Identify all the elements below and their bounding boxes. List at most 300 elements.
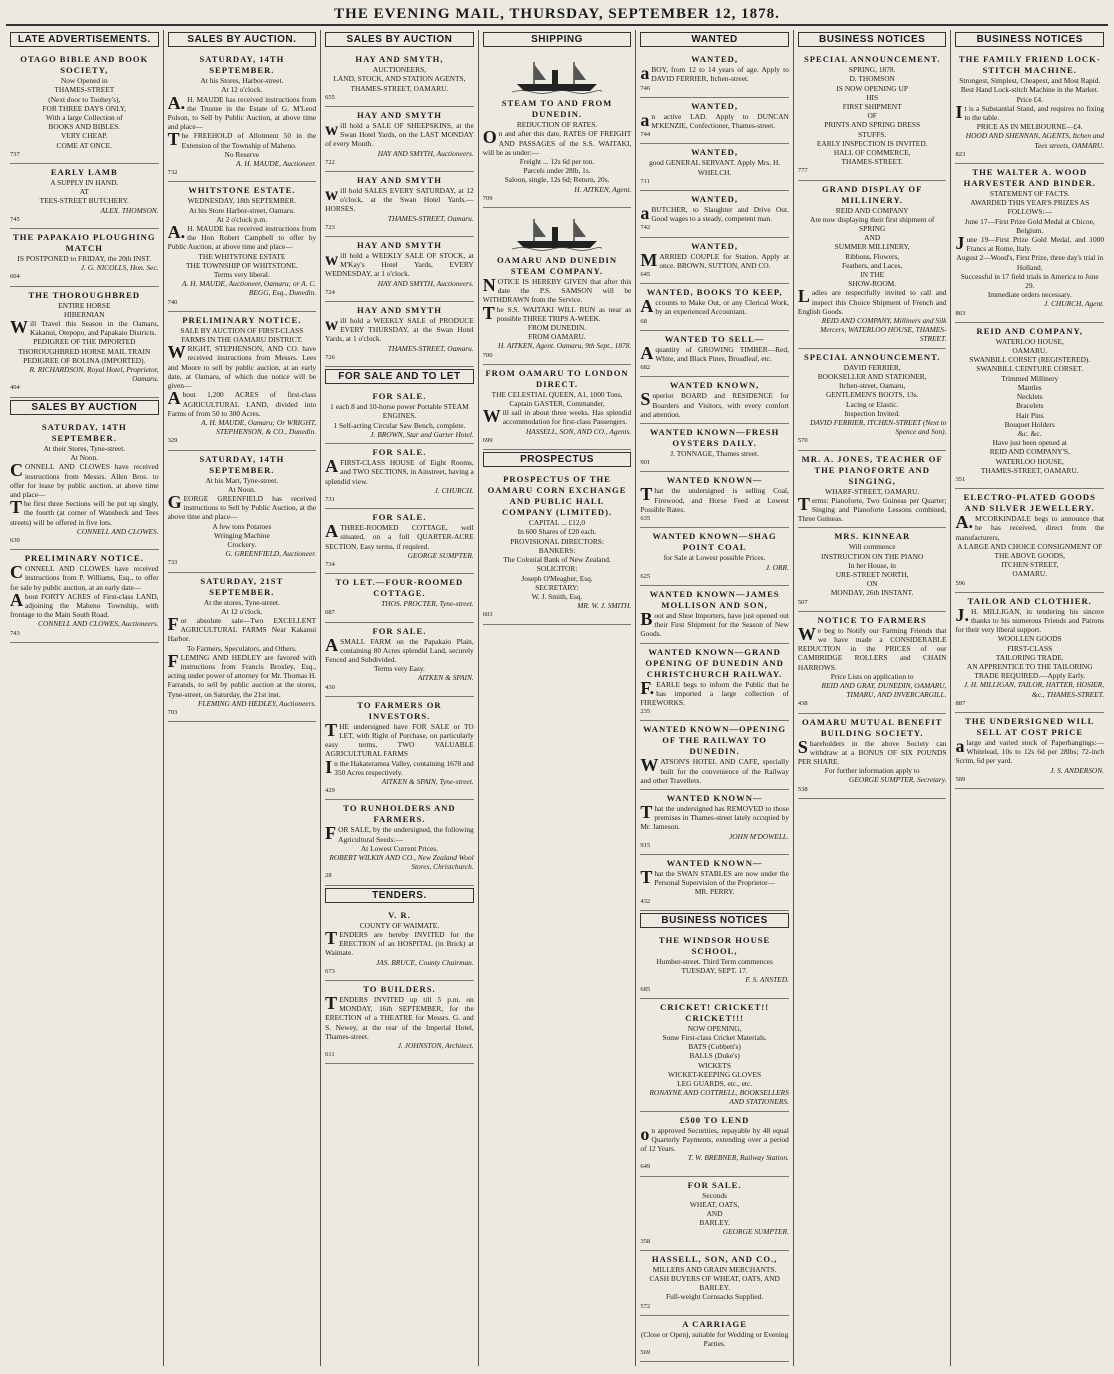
ad-heading: SATURDAY, 14TH SEPTEMBER. — [41, 421, 127, 443]
ad-line: Superior BOARD and RESIDENCE for Boarders and Visitors, with every comfort and attention. — [640, 389, 789, 419]
ad-number: 737 — [10, 150, 20, 158]
ad-line: At their Stores, Tyne-street. — [43, 443, 126, 453]
advertisement — [955, 323, 1104, 489]
advertisement — [640, 331, 789, 378]
ad-number: 604 — [10, 273, 20, 281]
ad-heading: NOTICE TO FARMERS — [817, 614, 927, 625]
advertisement — [168, 51, 317, 182]
ad-line: 1 Self-acting Circular Saw Bench, complete. — [333, 420, 466, 430]
ad-line: FROM DUNEDIN. — [527, 323, 587, 333]
ad-line: Bracelets — [1016, 401, 1044, 411]
ad-line: Wringing Machine — [214, 530, 270, 540]
ad-heading: SPECIAL ANNOUNCEMENT. — [803, 351, 941, 362]
ad-line: Inspection Invited. — [844, 408, 900, 418]
ad-line: THAMES-STREET, OAMARU. — [350, 83, 449, 93]
ad-number: 863 — [955, 309, 966, 317]
ad-number: 235 — [640, 708, 651, 716]
advertisement — [483, 365, 632, 450]
ad-line: Itchen-street, Oamaru, — [839, 381, 906, 391]
ad-heading: PROSPECTUS OF THE OAMARU CORN EXCHANGE AND PUBLIC HALL COMPANY (LIMITED). — [487, 474, 627, 518]
ad-number: 687 — [325, 609, 335, 617]
advertisement — [640, 1251, 789, 1316]
ad-number: 635 — [640, 515, 651, 523]
ad-number: 596 — [955, 579, 966, 587]
ad-number: 404 — [10, 384, 20, 392]
ad-line: will hold a SALE OF SHEEPSKINS, at the Swan Hotel Yards, on the LAST MONDAY of every Month. — [325, 119, 474, 149]
ad-signature: J. JOHNSTON, Architect. — [397, 1041, 474, 1051]
advertisement — [640, 284, 789, 331]
advertisement — [640, 999, 789, 1112]
ad-line: SUMMER MILLINERY, — [834, 242, 910, 252]
ad-number: 685 — [640, 985, 651, 993]
ad-line: FIRST SHIPMENT — [842, 102, 902, 112]
ad-line: OAMARU. — [1012, 569, 1048, 579]
ad-line: WATSON'S HOTEL AND CAFE, specially built for the convenience of the Railway and other Travellers. — [640, 755, 789, 785]
ad-line: WEDNESDAY, 18th SEPTEMBER. — [187, 196, 297, 206]
ad-heading: FOR SALE. — [372, 512, 427, 523]
ad-heading: WANTED KNOWN— — [666, 857, 763, 868]
ad-heading: WANTED, — [691, 54, 739, 65]
ad-heading: MR. A. JONES, TEACHER OF THE PIANOFORTE AND SINGING, — [801, 453, 943, 486]
ad-line: WICKETS — [698, 1060, 732, 1070]
advertisement — [10, 164, 159, 229]
ad-signature: GEORGE SUMPTER. — [722, 1227, 789, 1237]
ad-line: Some First-class Cricket Materials. — [662, 1032, 767, 1042]
ad-number: 731 — [325, 495, 335, 503]
ad-line: URE-STREET NORTH, — [835, 569, 909, 579]
ad-line: TAILORING TRADE. — [995, 652, 1064, 662]
ad-number: 429 — [325, 787, 335, 795]
ad-heading: THE UNDERSIGNED WILL SELL AT COST PRICE — [965, 715, 1095, 737]
ad-heading: GRAND DISPLAY OF MILLINERY. — [822, 183, 923, 205]
ad-number: 438 — [797, 700, 808, 708]
ad-heading: WANTED, — [691, 147, 739, 158]
ad-heading: SATURDAY, 14TH SEPTEMBER. — [199, 453, 285, 475]
ad-signature: A. H. MAUDE, Auctioneer, Oamaru; or A. C. BEGG, Esq., Dunedin. — [181, 279, 317, 298]
ad-number: 709 — [482, 194, 493, 202]
steamship-icon — [512, 58, 602, 94]
ad-line: That the undersigned is selling Coal, Firewood, and Horse Feed at Lowest Possible Rates. — [640, 484, 789, 514]
ad-line: (Close or Open), suitable for Wedding or Evening Parties. — [640, 1329, 789, 1349]
ad-line: BATS (Cobbett's) — [688, 1042, 741, 1052]
ad-line: We beg to Notify our Farming Friends that we have made a CONSIDERABLE REDUCTION in the PRICES of our CAMBRIDGE ROLLERS and CHAIN HARROWS. — [797, 623, 947, 672]
ad-signature: J. CHURCH. — [434, 485, 474, 495]
advertisement — [325, 388, 474, 444]
ad-heading: STEAM TO AND FROM DUNEDIN. — [501, 98, 613, 120]
ad-number: 915 — [640, 841, 651, 849]
ad-number: 722 — [325, 158, 335, 166]
ad-heading: SATURDAY, 14TH SEPTEMBER. — [199, 54, 285, 76]
ad-heading: TAILOR AND CLOTHIER. — [967, 595, 1092, 606]
ad-number: 734 — [325, 560, 335, 568]
advertisement — [10, 419, 159, 550]
ad-number: 682 — [640, 364, 651, 372]
ad-line: TENDERS INVITED up till 5 p.m. on MONDAY, 16th SEPTEMBER, for the ERECTION of a THEATRE for Messrs. G. and S. Newey, at the rear of the Imperial Hotel, Thames-street. — [325, 993, 474, 1041]
section-heading: TENDERS. — [325, 888, 474, 903]
advertisement — [640, 51, 789, 98]
ad-number: 649 — [640, 1163, 651, 1171]
ad-line: Strongest, Simplest, Cheapest, and Most Rapid. — [959, 76, 1101, 86]
ad-heading: HASSELL, SON, AND CO., — [651, 1253, 778, 1264]
ad-heading: THE WALTER A. WOOD HARVESTER AND BINDER. — [963, 167, 1096, 189]
ad-number: 742 — [640, 224, 651, 232]
ad-heading: THE FAMILY FRIEND LOCK-STITCH MACHINE. — [958, 54, 1101, 76]
ad-line: Boot and Shoe Importers, have just opened out their First Shipment for the Season of New Goods. — [640, 608, 789, 639]
ad-signature: ALEX. THOMSON. — [100, 205, 159, 215]
ad-line: will hold a WEEKLY SALE OF STOCK, at M'Kay's Hotel Yards, EVERY WEDNESDAY, at 1 o'clock. — [325, 249, 474, 279]
ad-signature: J. ORR. — [765, 562, 789, 572]
ad-number: 570 — [797, 437, 808, 445]
ad-line: BANKERS: — [538, 545, 576, 555]
ad-heading: FOR SALE. — [372, 391, 427, 402]
ad-number: 887 — [955, 699, 966, 707]
ad-heading: TO BUILDERS. — [363, 984, 436, 995]
ad-heading: HAY AND SMYTH — [356, 110, 442, 121]
ad-line: Have just been opened at — [992, 438, 1067, 448]
section-heading: BUSINESS NOTICES — [955, 32, 1104, 47]
ad-line: SECRETARY: — [535, 582, 579, 592]
advertisement — [10, 287, 159, 398]
advertisement — [798, 349, 947, 451]
ad-line: REID AND COMPANY'S, — [989, 447, 1070, 457]
ad-number: 569 — [640, 1349, 651, 1357]
ad-line: A few tons Potatoes — [212, 521, 272, 531]
ad-line: At his Stores, Harbor-street. — [200, 76, 284, 86]
ad-number: 655 — [325, 93, 335, 101]
ad-heading: WANTED KNOWN—OPENING OF THE RAILWAY TO DUNEDIN. — [643, 724, 787, 757]
ad-line: J.H. MILLIGAN, in tendering his sincere thanks to his numerous Friends and Patrons for their very liberal support. — [955, 604, 1105, 635]
ad-heading: ELECTRO-PLATED GOODS AND SILVER JEWELLERY. — [963, 492, 1096, 514]
advertisement — [640, 472, 789, 528]
ad-line: THAMES-STREET, OAMARU. — [980, 465, 1079, 475]
ad-number: 507 — [797, 598, 808, 606]
masthead-title: THE EVENING MAIL, THURSDAY, SEPTEMBER 12, 1878. — [6, 4, 1108, 26]
ad-line: Terms very Easy. — [373, 664, 425, 674]
advertisement — [325, 509, 474, 574]
ad-number: 746 — [640, 84, 651, 92]
ad-line: Price Lists on application to — [830, 671, 914, 681]
advertisement — [10, 229, 159, 287]
ad-line: The Colonial Bank of New Zealand. — [503, 555, 611, 565]
ad-line: A.M'CORKINDALE begs to announce that he has received, direct from the manufacturers, — [955, 512, 1105, 542]
advertisement — [325, 981, 474, 1064]
ad-line: ATHREE-ROOMED COTTAGE, well situated, on a full QUARTER-ACRE SECTION. Easy terms, if required. — [325, 521, 474, 551]
ad-heading: HAY AND SMYTH — [356, 175, 442, 186]
ad-heading: OAMARU AND DUNEDIN STEAM COMPANY. — [496, 255, 618, 277]
ad-number: 699 — [482, 436, 493, 444]
ad-line: For further information apply to — [824, 766, 920, 776]
ad-line: CASH BUYERS OF WHEAT, OATS, AND BARLEY. — [649, 1274, 780, 1293]
ad-line: At the stores, Tyne-street. — [203, 597, 280, 607]
ad-line: AN APPRENTICE TO THE TAILORING TRADE REQUIRED.—Apply Early. — [966, 661, 1093, 681]
ad-heading: TO FARMERS OR INVESTORS. — [357, 699, 442, 721]
ad-line: PRINTS AND SPRING DRESS — [824, 120, 921, 130]
ad-line: ITCHEN STREET, — [1001, 560, 1059, 570]
ad-number: 744 — [640, 131, 651, 139]
advertisement — [640, 191, 789, 238]
ad-line: ENTIRE HORSE — [58, 300, 111, 310]
ad-line: To Farmers, Speculators, and Others. — [187, 643, 297, 653]
ad-line: (Next door to Toohey's), — [48, 94, 121, 104]
advertisement — [640, 144, 789, 191]
ad-line: Accounts to Make Out, or any Clerical Work, by an experienced Accountant. — [640, 296, 789, 317]
advertisement — [955, 51, 1104, 164]
ad-heading: A CARRIAGE — [682, 1318, 747, 1329]
ad-line: A SUPPLY IN HAND. — [50, 178, 119, 188]
advertisement — [325, 697, 474, 801]
ad-number: 700 — [482, 351, 493, 359]
advertisement — [798, 451, 947, 529]
ad-line: No Reserve — [224, 149, 260, 159]
ad-line: &c. &c. — [1017, 428, 1042, 438]
ad-signature: DAVID FERRIER, ITCHEN-STREET (Next to Spence and Son). — [810, 417, 947, 437]
advertisement — [483, 51, 632, 208]
ad-line: Lacing or Elastic. — [846, 399, 899, 409]
ad-line: WHARF-STREET, OAMARU. — [825, 486, 920, 496]
ad-line: PEDIGREE OF THE IMPORTED THOROUGHBRED HORSE MAIL TRAIN — [18, 337, 151, 356]
ad-number: 673 — [325, 967, 335, 975]
advertisement — [325, 107, 474, 172]
ad-heading: HAY AND SMYTH — [356, 305, 442, 316]
ad-heading: OTAGO BIBLE AND BOOK SOCIETY, — [20, 54, 149, 76]
column-wanted — [636, 30, 794, 1366]
ad-number: 823 — [955, 150, 966, 158]
ad-line: MONDAY, 26th INSTANT. — [830, 588, 914, 598]
advertisement — [640, 721, 789, 790]
ad-heading: WANTED KNOWN, — [669, 380, 760, 391]
advertisement — [483, 208, 632, 365]
section-heading: WANTED — [640, 32, 789, 47]
advertisement — [10, 550, 159, 643]
ad-number: 603 — [482, 611, 493, 619]
advertisement — [640, 238, 789, 285]
ad-line: BALLS (Duke's) — [689, 1051, 740, 1061]
advertisement — [325, 51, 474, 107]
advertisement — [325, 172, 474, 237]
ad-number: 630 — [10, 536, 20, 544]
ad-number: 733 — [167, 559, 178, 567]
ad-line: Best Hand Lock-stitch Machine in the Market. — [960, 85, 1099, 95]
ad-signature: J. BROWN, Star and Garter Hotel. — [370, 429, 474, 439]
ad-line: IS POSTPONED to FRIDAY, the 20th INST. — [17, 254, 152, 264]
ad-signature: R. RICHARDSON, Royal Hotel, Proprietor, Oamaru. — [29, 365, 159, 384]
ad-line: A LARGE AND CHOICE CONSIGNMENT OF THE ABOVE GOODS, — [957, 541, 1103, 560]
ad-line: FIRST-CLASS — [1007, 643, 1053, 653]
ad-line: OAMARU. — [1012, 346, 1048, 356]
ad-line: on approved Securities, repayable by 48 equal Quarterly Payments, extending over a period of 12 Years. — [640, 1123, 789, 1154]
ad-signature: ROBERT WILKIN AND CO., New Zealand Wool Stores, Christchurch. — [329, 852, 474, 872]
ad-line: NOW OPENING, — [687, 1023, 742, 1033]
ad-number: 777 — [797, 167, 808, 175]
ad-line: PRICE AS IN MELBOURNE—£4. — [976, 122, 1083, 132]
ad-line: At his Store Harbor-street, Oamaru. — [188, 205, 295, 215]
ad-signature: JAS. BRUCE, County Chairman. — [376, 957, 474, 967]
column-sales-by-auction-2 — [321, 30, 479, 1366]
ad-signature: THAMES-STREET, Oamaru. — [387, 213, 474, 223]
ad-line: ASMALL FARM on the Papakaio Plain, containing 80 Acres splendid Land, securely Fenced and Subdivided. — [325, 634, 474, 664]
ad-heading: PRELIMINARY NOTICE. — [24, 553, 144, 564]
ad-line: Immediate orders necessary. — [987, 290, 1072, 300]
ad-line: WICKET-KEEPING GLOVES — [668, 1069, 762, 1079]
ad-line: J. TONNAGE, Thames street. — [670, 449, 759, 459]
advertisement — [168, 573, 317, 723]
section-heading: BUSINESS NOTICES — [640, 913, 789, 928]
ad-signature: MR. W. J. SMITH. — [577, 601, 632, 611]
ad-line: Mantles — [1017, 382, 1042, 392]
ad-line: MILLERS AND GRAIN MERCHANTS. — [652, 1264, 777, 1274]
ad-line: AND — [706, 1209, 723, 1219]
ad-number: 430 — [325, 683, 335, 691]
ad-line: BARLEY. — [699, 1218, 730, 1228]
ad-heading: WANTED KNOWN— — [666, 792, 763, 803]
ad-line: SWANBILL CEINTURE CORSET. — [976, 364, 1084, 374]
ad-signature: REID AND GRAY, DUNEDIN, OAMARU, TIMARU, AND INVERCARGILL. — [821, 680, 947, 700]
ad-line: MR. PERRY. — [694, 887, 735, 897]
ad-heading: WANTED KNOWN—JAMES MOLLISON AND SON, — [649, 588, 780, 610]
ad-line: THAMES-STREET — [54, 85, 115, 95]
ad-number: 572 — [640, 1302, 651, 1310]
ad-signature: J. CHURCH, Agent. — [1044, 299, 1105, 309]
ad-line: aBUTCHER, to Slaughter and Drive Out. Good wages to a steady, competent man. — [640, 203, 789, 224]
advertisement — [640, 790, 789, 855]
advertisement — [640, 932, 789, 999]
ad-signature: AITKEN & SPAIN, Tyne-street. — [381, 776, 474, 786]
ad-signature: GEORGE SUMPTER, Secretary. — [849, 775, 947, 785]
advertisement — [325, 623, 474, 697]
advertisement — [955, 593, 1104, 713]
ad-line: Will sail in about three weeks. Has splendid accommodation for first-class Passengers. — [482, 406, 632, 427]
section-heading: BUSINESS NOTICES — [798, 32, 947, 47]
advertisement — [955, 713, 1104, 789]
ad-line: PEDIGREE OF BOLINA (IMPORTED). — [23, 355, 146, 365]
ad-line: That the undersigned has REMOVED to those premises in Thames-street lately occupied by Mr. Jameson. — [640, 801, 789, 832]
ad-line: THE CELESTIAL QUEEN, A1, 1000 Tons, — [491, 389, 623, 399]
ad-signature: H. AITKEN, Agent. Oamaru, 9th Sept., 1878. — [497, 341, 632, 351]
ad-line: In her House, in — [848, 560, 896, 570]
ad-line: REDUCTION OF RATES. — [516, 120, 598, 130]
ad-line: FROM OAMARU. — [528, 332, 586, 342]
ad-heading: WANTED, — [691, 240, 739, 251]
ad-number: 645 — [640, 271, 651, 279]
ad-line: 1 each 8 and 10-horse power Portable STEAM ENGINES. — [330, 402, 469, 421]
section-heading: SALES BY AUCTION — [325, 32, 474, 47]
ad-line: Will commence — [848, 542, 896, 552]
ad-line: Are now displaying their first shipment of — [809, 214, 935, 224]
ad-line: SPRING, 1878. — [848, 65, 896, 75]
ad-signature: HAY AND SMYTH, Auctioneers. — [377, 148, 474, 158]
ad-line: AND — [864, 233, 881, 243]
ad-heading: WANTED, BOOKS TO KEEP, — [646, 287, 783, 298]
ad-number: 68 — [640, 317, 647, 325]
ad-line: an active LAD. Apply to DUNCAN M'KENZIE, Confectioner, Thames-street. — [640, 109, 789, 131]
ad-line: Bouquet Holders — [1004, 419, 1055, 429]
ad-heading: WANTED KNOWN—GRAND OPENING OF DUNEDIN AND CHRISTCHURCH RAILWAY. — [645, 646, 784, 679]
ad-number: 538 — [797, 785, 808, 793]
ad-line: OF — [867, 111, 877, 121]
ad-heading: THE THOROUGHBRED — [28, 289, 141, 300]
advertisement — [955, 164, 1104, 323]
ad-heading: PRELIMINARY NOTICE. — [182, 314, 302, 325]
ad-line: In 600 Shares of £20 each. — [517, 527, 597, 537]
ad-line: will hold a WEEKLY SALE of PRODUCE EVERY THURSDAY, at the Swan Hotel Yards, at 1 o'clock. — [325, 314, 474, 344]
ad-heading: WANTED KNOWN—FRESH OYSTERS DAILY. — [649, 427, 780, 449]
ad-number: 740 — [167, 298, 178, 306]
ad-line: Ribbons, Flowers, — [845, 251, 900, 261]
ad-line: Terms very liberal. — [213, 270, 270, 280]
ad-line: BOOKS AND BIBLES. — [48, 122, 121, 132]
ad-line: Now Opened in — [60, 76, 108, 86]
ad-line: At his Mart, Tyne-street. — [205, 475, 279, 485]
ad-line: August 2—Wood's, First Prize, three day's trial in Holland. — [956, 253, 1104, 272]
ad-number: 625 — [640, 572, 651, 580]
ad-signature: CONNELL AND CLOWES, Auctioneers. — [38, 619, 159, 629]
ad-line: A.H. MAUDE has received instructions from the Hon Robert Campbell to offer by Public Auction, at above time and place— — [167, 222, 317, 252]
ad-line: MARRIED COUPLE for Station. Apply at once. BROWN, SUTTON, AND CO. — [640, 249, 789, 270]
ad-line: STUFFS. — [858, 129, 887, 139]
ad-line: Joseph O'Meagher, Esq. — [521, 573, 593, 583]
advertisement — [798, 714, 947, 799]
ad-line: Humber-street. Third Term commences TUESDAY, SEPT. 17. — [656, 956, 773, 976]
ad-number: 329 — [167, 437, 178, 445]
columns-container — [6, 30, 1108, 1366]
ad-number: 901 — [640, 459, 651, 467]
ad-line: HIS — [866, 92, 879, 102]
section-heading: SALES BY AUCTION. — [168, 32, 317, 47]
ad-line: WRIGHT, STEPHENSON, AND CO. have received instructions from Messrs. Lees and Moore to sell by public auction, at an early date, at Oamaru, of which due notice will be given— — [167, 342, 317, 391]
ad-line: F.EARLE begs to inform the Public that he has imported a large collection of FIREWORKS. — [640, 677, 789, 707]
advertisement — [798, 51, 947, 180]
ad-line: aBOY, from 12 to 14 years of age. Apply to DAVID FERRIER, Itchen-street. — [640, 63, 789, 84]
ad-line: BOOKSELLER AND STATIONER, — [817, 371, 927, 381]
advertisement — [325, 907, 474, 981]
ad-line: INSTRUCTION ON THE PIANO — [821, 551, 924, 561]
advertisement — [640, 1177, 789, 1251]
advertisement — [325, 302, 474, 367]
ad-line: SALE BY AUCTION OF FIRST-CLASS FARMS IN THE OAMARU DISTRICT. — [180, 325, 304, 345]
ad-heading: £500 TO LEND — [679, 1114, 750, 1125]
ad-line: At 12 o'clock. — [221, 606, 263, 616]
ad-signature: G. GREENFIELD, Auctioneer. — [225, 549, 317, 559]
ad-line: REID AND COMPANY — [835, 205, 909, 215]
ad-line: Price £4. — [1016, 94, 1043, 104]
ad-heading: WANTED KNOWN—SHAG POINT COAL — [652, 531, 777, 553]
ad-line: CONNELL AND CLOWES have received instructions from Messrs. Allen Bros. to offer for lease by public auction, at above time and place— — [10, 460, 159, 499]
ad-line: Hair Pins — [1015, 410, 1044, 420]
ad-line: WHEAT, OATS, — [689, 1199, 740, 1209]
ad-heading: WANTED, — [691, 194, 739, 205]
column-late-advertisements — [6, 30, 164, 1366]
ad-line: alarge and varied stock of Paperhangings:—Whitelead, 10s to 12s 6d per 28lbs; 72-inch Scrim, 6d per yard. — [955, 735, 1105, 766]
ad-line: WATERLOO HOUSE, — [995, 456, 1064, 466]
ad-line: SOLICITOR: — [536, 564, 578, 574]
ad-line: GEORGE GREENFIELD has received instructions to Sell by Public Auction, at the above time and place— — [167, 491, 317, 522]
ad-line: At Lowest Current Prices. — [360, 843, 439, 853]
ad-line: Parcels under 28lb, 1s. — [523, 166, 591, 176]
ad-line: The FREEHOLD of Allotment 50 in the Extension of the Township of Maheno. — [167, 129, 317, 150]
ad-number: 611 — [325, 1051, 335, 1059]
advertisement — [640, 1316, 789, 1363]
ad-heading: HAY AND SMYTH, — [355, 54, 444, 65]
ad-heading: FOR SALE. — [687, 1179, 742, 1190]
ad-heading: OAMARU MUTUAL BENEFIT BUILDING SOCIETY. — [801, 716, 943, 738]
ad-signature: CONNELL AND CLOWES. — [76, 526, 159, 536]
ad-heading: TO RUNHOLDERS AND FARMERS. — [343, 803, 456, 825]
ad-heading: MRS. KINNEAR — [834, 531, 911, 542]
ad-heading: THE WINDSOR HOUSE SCHOOL, — [658, 934, 771, 956]
ad-line: LEG GUARDS, etc., etc. — [677, 1079, 753, 1088]
ad-line: IN THE — [860, 270, 885, 280]
ad-number: 432 — [640, 897, 651, 905]
